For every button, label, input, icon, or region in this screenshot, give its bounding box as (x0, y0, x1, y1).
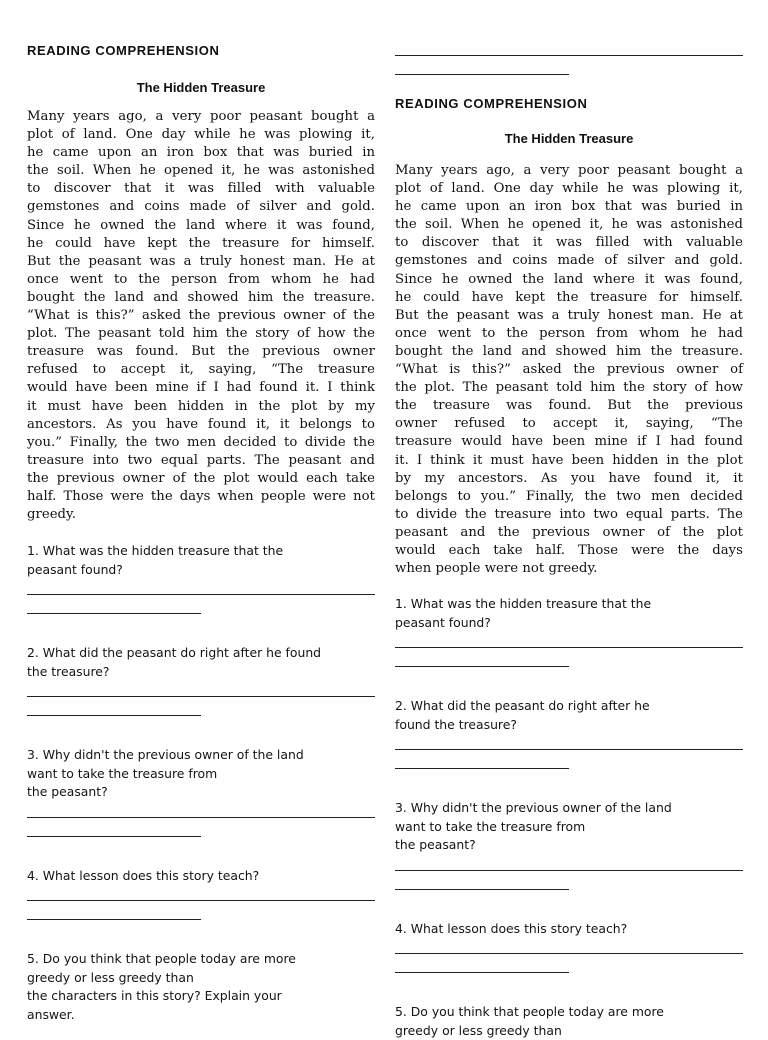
question-text: the treasure? (27, 663, 110, 679)
story-line: the plot. The peasant told him the story of how (395, 380, 743, 396)
story-line: Since he owned the land where it was found, (395, 271, 743, 287)
worksheet-heading: READING COMPREHENSION (27, 43, 220, 58)
question-text: 1. What was the hidden treasure that the (27, 543, 284, 559)
right-worksheet-column (395, 0, 743, 1040)
question-list (395, 578, 743, 1040)
story-text (395, 162, 743, 578)
question-text: found the treasure? (395, 716, 517, 732)
question-5 (395, 1003, 743, 1040)
question-4 (27, 867, 375, 886)
story-line: the soil. When he opened it, he was astonished (395, 217, 743, 233)
story-line: to discover that it was filled with valuable (395, 235, 743, 251)
question-text: 4. What lesson does this story teach? (395, 920, 628, 936)
story-line: But the peasant was a truly honest man. He at (395, 307, 743, 323)
question-text: greedy or less greedy than (395, 1022, 562, 1038)
story-line: the treasure was found. But the previous (395, 398, 743, 414)
story-line: Many years ago, a very poor peasant bought a (395, 163, 743, 178)
story-line: Many years ago, a very poor peasant bought a (27, 109, 375, 124)
story-line: to discover that it was filled with valuable (27, 181, 375, 197)
story-title: The Hidden Treasure (504, 131, 634, 146)
story-line: treasure would have been mine if I had found (395, 434, 743, 450)
question-text: 2. What did the peasant do right after he found (27, 645, 322, 661)
story-line: gemstones and coins made of silver and gold. (27, 199, 375, 215)
story-line: when people were not greedy. (395, 561, 598, 577)
story-line: once went to the person from whom he had (27, 271, 375, 287)
question-4 (395, 920, 743, 939)
story-line: he came upon an iron box that was buried in (395, 199, 743, 215)
question-text: 5. Do you think that people today are more (395, 1004, 664, 1020)
question-text: peasant found? (27, 561, 123, 577)
story-line: refused to accept it, saying, “The treasure (27, 362, 375, 378)
story-line: belongs to you.” Finally, the two men decided (395, 488, 743, 504)
question-text: 3. Why didn't the previous owner of the land (27, 747, 304, 763)
story-title: The Hidden Treasure (136, 80, 266, 95)
question-text: peasant found? (395, 614, 491, 630)
story-line: treasure was found. But the previous owner (27, 344, 375, 360)
story-line: But the peasant was a truly honest man. He at (27, 253, 375, 269)
story-line: it must have been hidden in the plot by my (27, 398, 375, 414)
story-line: he came upon an iron box that was buried in (27, 145, 375, 161)
question-text: 1. What was the hidden treasure that the (395, 596, 652, 612)
question-text: answer. (27, 1006, 75, 1022)
story-line: the soil. When he opened it, he was astonished (27, 163, 375, 179)
question-text: want to take the treasure from (395, 818, 586, 834)
question-text: 2. What did the peasant do right after he (395, 698, 650, 714)
question-text: the characters in this story? Explain your (27, 988, 282, 1004)
story-line: half. Those were the days when people were not (27, 488, 375, 504)
story-line: bought the land and showed him the treasure. (395, 343, 743, 359)
question-text: the peasant? (27, 784, 108, 800)
left-worksheet-column (27, 0, 375, 1024)
question-2 (27, 644, 375, 681)
story-line: greedy. (27, 507, 77, 523)
question-1 (395, 595, 743, 632)
story-line: the previous owner of the plot would each take (27, 470, 375, 486)
story-line: treasure into two equal parts. The peasant and (27, 452, 375, 468)
story-line: “What is this?” asked the previous owner of (395, 362, 743, 378)
story-line: gemstones and coins made of silver and gold. (395, 253, 743, 269)
story-line: peasant and the previous owner of the plot (395, 524, 743, 540)
story-line: plot of land. One day while he was plowing it, (395, 181, 743, 197)
worksheet-heading: READING COMPREHENSION (395, 96, 588, 111)
story-line: would each take half. Those were the days (395, 542, 743, 558)
question-text: greedy or less greedy than (27, 969, 194, 985)
question-text: want to take the treasure from (27, 765, 218, 781)
story-line: you.” Finally, the two men decided to divide the (27, 434, 375, 450)
story-text (27, 108, 375, 524)
story-line: owner refused to accept it, saying, “The (395, 416, 743, 432)
story-line: to divide the treasure into two equal parts. The (395, 506, 743, 522)
story-line: it. I think it must have been hidden in the plot (395, 452, 743, 468)
story-line: he could have kept the treasure for himself. (395, 289, 743, 305)
question-text: 3. Why didn't the previous owner of the land (395, 800, 672, 816)
story-line: by my ancestors. As you have found it, it (395, 470, 743, 486)
question-5 (27, 950, 375, 1024)
question-2 (395, 697, 743, 734)
question-3 (395, 799, 743, 855)
question-1 (27, 542, 375, 579)
question-text: 4. What lesson does this story teach? (27, 867, 260, 883)
story-line: “What is this?” asked the previous owner of the (27, 308, 375, 324)
question-text: 5. Do you think that people today are more (27, 951, 296, 967)
story-line: plot of land. One day while he was plowing it, (27, 127, 375, 143)
story-line: bought the land and showed him the treasure. (27, 289, 375, 305)
question-text: the peasant? (395, 837, 476, 853)
story-line: he could have kept the treasure for himself. (27, 235, 375, 251)
question-list (27, 524, 375, 1024)
story-line: Since he owned the land where it was found, (27, 217, 375, 233)
story-line: once went to the person from whom he had (395, 325, 743, 341)
question-3 (27, 746, 375, 802)
story-line: plot. The peasant told him the story of how the (27, 326, 375, 342)
story-line: ancestors. As you have found it, it belongs to (27, 416, 375, 432)
story-line: would have been mine if I had found it. I think (27, 380, 375, 396)
